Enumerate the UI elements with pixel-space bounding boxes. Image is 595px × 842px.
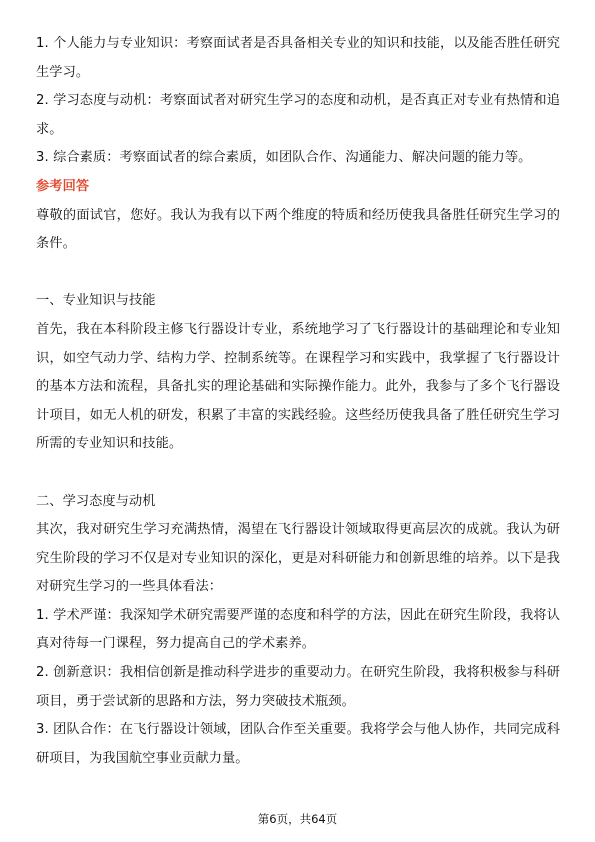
page-content [36,30,560,773]
answer-label: 参考回答 [36,178,90,194]
section-2-point-2: 2. 创新意识：我相信创新是推动科学进步的重要动力。在研究生阶段，我将积极参与科研项目，勇于尝试新的思路和方法，努力突破技术瓶颈。 [36,665,560,709]
greeting-paragraph: 尊敬的面试官，您好。我认为我有以下两个维度的特质和经历使我具备胜任研究生学习的条件。 [36,207,560,252]
section-2-point-1: 1. 学术严谨：我深知学术研究需要严谨的态度和科学的方法，因此在研究生阶段，我将认真对待每一门课程，努力提高自己的学术素养。 [36,607,560,652]
criterion-1: 1. 个人能力与专业知识：考察面试者是否具备相关专业的知识和技能，以及能否胜任研究生学习。 [36,36,560,80]
section-2-point-3: 3. 团队合作：在飞行器设计领域，团队合作至关重要。我将学会与他人协作，共同完成科研项目，为我国航空事业贡献力量。 [36,722,560,766]
spacer [36,459,560,488]
spacer [36,259,560,288]
section-2-body: 其次，我对研究生学习充满热情，渴望在飞行器设计领域取得更高层次的成就。我认为研究生阶段的学习不仅是对专业知识的深化，更是对科研能力和创新思维的培养。以下是我对研究生学习的一些具体看法： [36,522,560,595]
section-1-body: 首先，我在本科阶段主修飞行器设计专业，系统地学习了飞行器设计的基础理论和专业知识，如空气动力学、结构力学、控制系统等。在课程学习和实践中，我掌握了飞行器设计的基本方法和流程，具备扎实的理论基础和实际操作能力。此外，我参与了多个飞行器设计项目，如无人机的研发，积累了丰富的实践经验。这些经历使我具备了胜任研究生学习所需的专业知识和技能。 [36,321,560,452]
criterion-3: 3. 综合素质：考察面试者的综合素质，如团队合作、沟通能力、解决问题的能力等。 [36,150,532,166]
criterion-2: 2. 学习态度与动机：考察面试者对研究生学习的态度和动机，是否真正对专业有热情和追求。 [36,93,560,137]
section-2-heading: 二、学习态度与动机 [36,493,156,509]
page-number-footer: 第6页，共64页 [257,812,338,826]
section-1-heading: 一、专业知识与技能 [36,293,156,309]
